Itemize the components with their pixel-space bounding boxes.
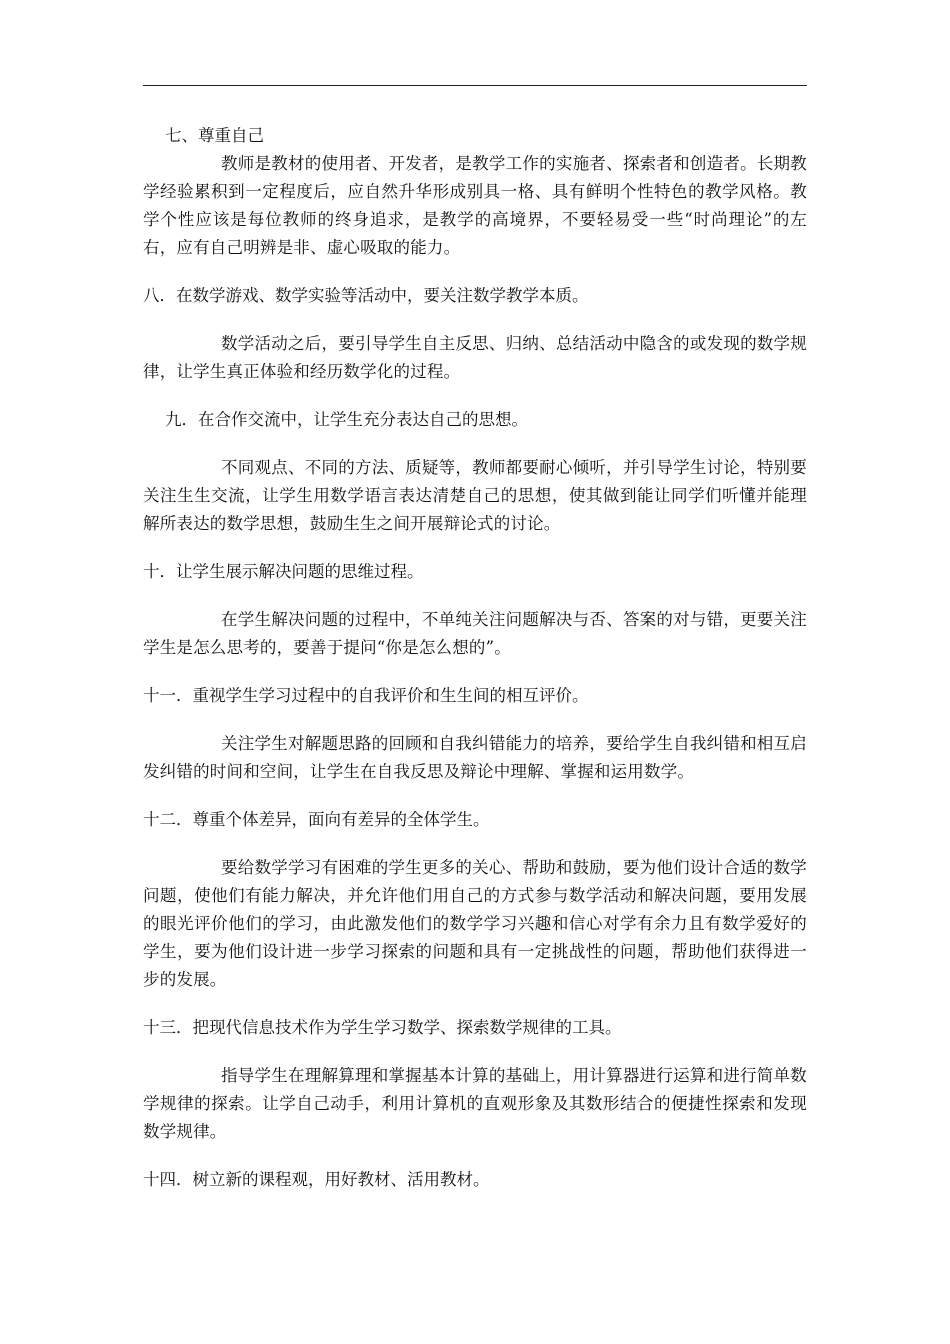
section-heading-8: 八．在数学游戏、数学实验等活动中，要关注数学教学本质。 bbox=[143, 286, 589, 305]
section-body-9: 不同观点、不同的方法、质疑等，教师都要耐心倾听，并引导学生讨论，特别要关注生生交流，让学生用数学语言表达清楚自己的思想，使其做到能让同学们听懂并能理解所表达的数学思想，鼓励生生之间开展辩论式的讨论。 bbox=[143, 458, 807, 533]
section-heading-13: 十三．把现代信息技术作为学生学习数学、探索数学规律的工具。 bbox=[143, 1018, 622, 1037]
section-body-11: 关注学生对解题思路的回顾和自我纠错能力的培养，要给学生自我纠错和相互启发纠错的时间和空间，让学生在自我反思及辩论中理解、掌握和运用数学。 bbox=[143, 734, 807, 781]
section-body-8: 数学活动之后，要引导学生自主反思、归纳、总结活动中隐含的或发现的数学规律，让学生真正体验和经历数学化的过程。 bbox=[143, 334, 807, 381]
section-body-13: 指导学生在理解算理和掌握基本计算的基础上，用计算器进行运算和进行简单数学规律的探索。让学自己动手，利用计算机的直观形象及其数形结合的便捷性探索和发现数学规律。 bbox=[143, 1066, 807, 1141]
section-heading-14: 十四．树立新的课程观，用好教材、活用教材。 bbox=[143, 1170, 490, 1189]
section-body-10: 在学生解决问题的过程中，不单纯关注问题解决与否、答案的对与错，更要关注学生是怎么思考的，要善于提问“你是怎么想的”。 bbox=[143, 610, 807, 657]
section-heading-10: 十．让学生展示解决问题的思维过程。 bbox=[143, 562, 424, 581]
section-heading-7: 七、尊重自己 bbox=[165, 126, 264, 145]
section-body-12: 要给数学学习有困难的学生更多的关心、帮助和鼓励，要为他们设计合适的数学问题，使他们有能力解决，并允许他们用自己的方式参与数学活动和解决问题，要用发展的眼光评价他们的学习，由此激发他们的数学学习兴趣和信心对学有余力且有数学爱好的学生，要为他们设计进一步学习探索的问题和具有一定挑战性的问题，帮助他们获得进一步的发展。 bbox=[143, 858, 807, 989]
section-heading-9: 九．在合作交流中，让学生充分表达自己的思想。 bbox=[165, 410, 528, 429]
header-rule bbox=[143, 85, 807, 86]
section-body-7: 教师是教材的使用者、开发者，是教学工作的实施者、探索者和创造者。长期教学经验累积到一定程度后，应自然升华形成别具一格、具有鲜明个性特色的教学风格。教学个性应该是每位教师的终身追求，是教学的高境界，不要轻易受一些“时尚理论”的左右，应有自己明辨是非、虚心吸取的能力。 bbox=[143, 154, 807, 257]
document-body bbox=[143, 122, 807, 1194]
section-heading-12: 十二．尊重个体差异，面向有差异的全体学生。 bbox=[143, 810, 490, 829]
section-heading-11: 十一．重视学生学习过程中的自我评价和生生间的相互评价。 bbox=[143, 686, 589, 705]
